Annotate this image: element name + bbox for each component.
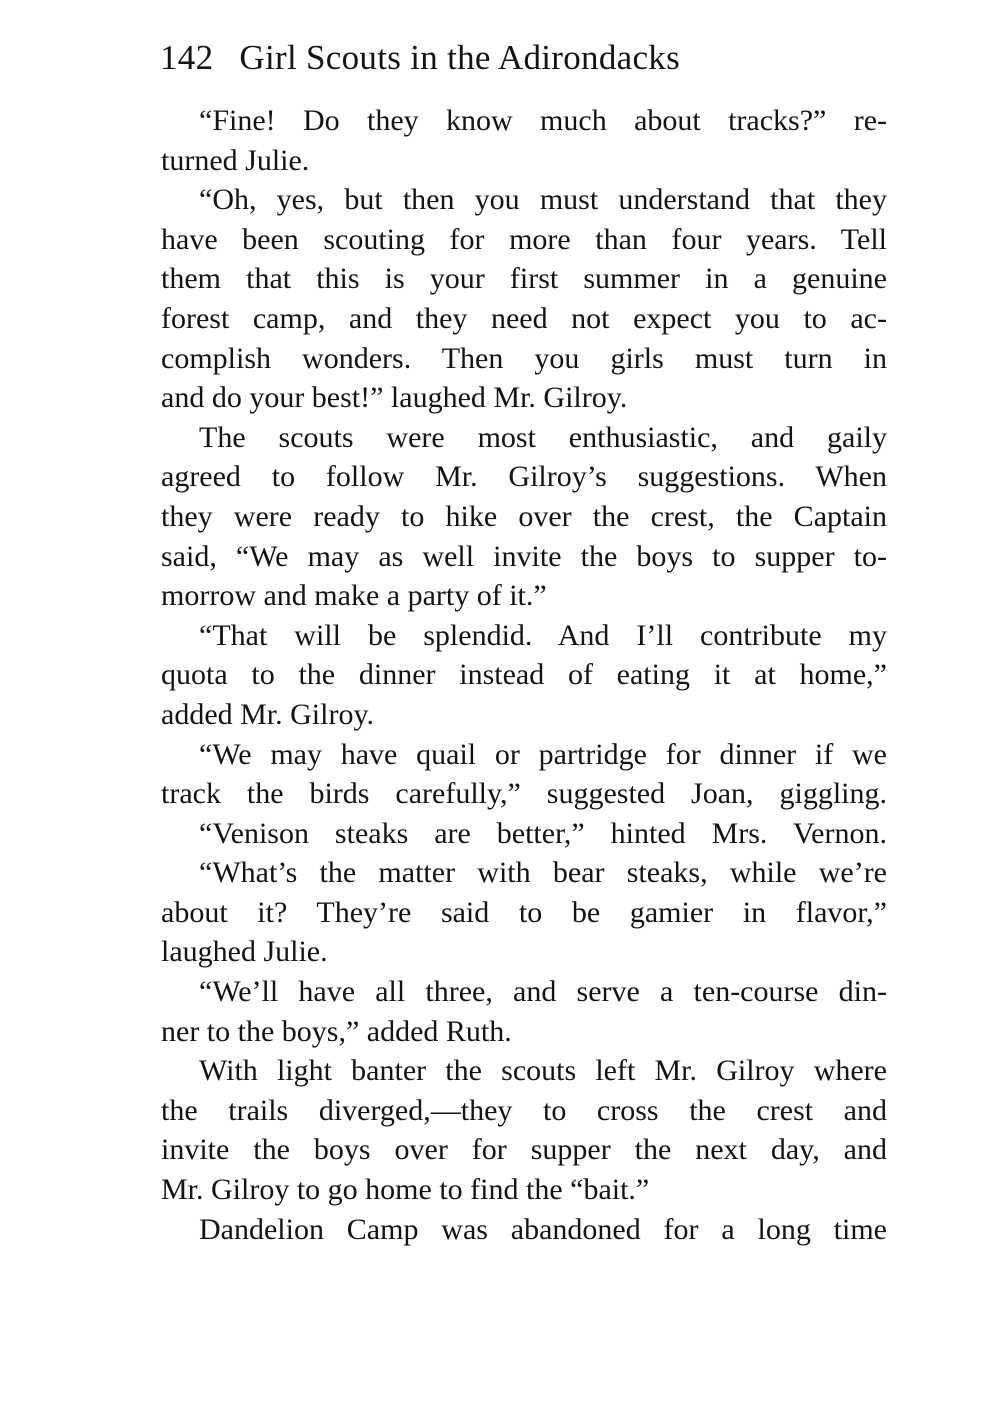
paragraph <box>161 101 887 180</box>
text-line: and do your best!” laughed Mr. Gilroy. <box>161 381 628 415</box>
paragraph <box>161 735 887 814</box>
text-line: laughed Julie. <box>161 935 328 969</box>
book-title: Girl Scouts in the Adirondacks <box>239 38 681 77</box>
paragraph <box>161 1210 887 1250</box>
paragraph <box>161 616 887 735</box>
paragraph <box>161 972 887 1051</box>
text-line: turned Julie. <box>161 143 310 177</box>
text-line: them that this is your first summer in a genuine <box>161 262 887 296</box>
text-line: With light banter the scouts left Mr. Gilroy where <box>199 1054 887 1088</box>
paragraph <box>161 814 887 854</box>
text-line: “We’ll have all three, and serve a ten-course din- <box>199 975 887 1009</box>
text-line: added Mr. Gilroy. <box>161 697 375 731</box>
text-line: Dandelion Camp was abandoned for a long time <box>199 1212 887 1246</box>
text-line: have been scouting for more than four years. Tell <box>161 222 887 256</box>
text-line: “Fine! Do they know much about tracks?” re- <box>199 104 887 137</box>
paragraph <box>161 1051 887 1209</box>
page-number: 142 <box>160 38 214 77</box>
text-line: agreed to follow Mr. Gilroy’s suggestions. When <box>161 460 887 494</box>
text-line: “Oh, yes, but then you must understand that they <box>199 183 887 217</box>
text-line: invite the boys over for supper the next day, and <box>161 1133 887 1167</box>
text-line: said, “We may as well invite the boys to supper to- <box>161 539 887 573</box>
running-head <box>160 28 900 88</box>
text-line: “We may have quail or partridge for dinner if we <box>199 737 887 771</box>
text-line: “That will be splendid. And I’ll contribute my <box>199 618 887 652</box>
text-line: complish wonders. Then you girls must turn in <box>161 341 887 375</box>
text-line: Mr. Gilroy to go home to find the “bait.” <box>161 1173 650 1207</box>
text-line: “What’s the matter with bear steaks, while we’re <box>199 856 887 890</box>
text-line: they were ready to hike over the crest, the Captain <box>161 499 887 533</box>
paragraph <box>161 418 887 616</box>
text-line: The scouts were most enthusiastic, and gaily <box>199 420 887 454</box>
text-line: morrow and make a party of it.” <box>161 579 547 613</box>
text-line: ner to the boys,” added Ruth. <box>161 1014 512 1048</box>
text-line: “Venison steaks are better,” hinted Mrs. Vernon. <box>199 816 887 850</box>
paragraph <box>161 180 887 418</box>
text-line: quota to the dinner instead of eating it at home,” <box>161 658 887 692</box>
paragraph <box>161 853 887 972</box>
text-line: forest camp, and they need not expect you to ac- <box>161 301 887 335</box>
text-line: track the birds carefully,” suggested Joan, giggling. <box>161 777 887 811</box>
body-text <box>161 101 887 1249</box>
text-line: about it? They’re said to be gamier in flavor,” <box>161 895 887 929</box>
text-line: the trails diverged,—they to cross the crest and <box>161 1093 887 1127</box>
